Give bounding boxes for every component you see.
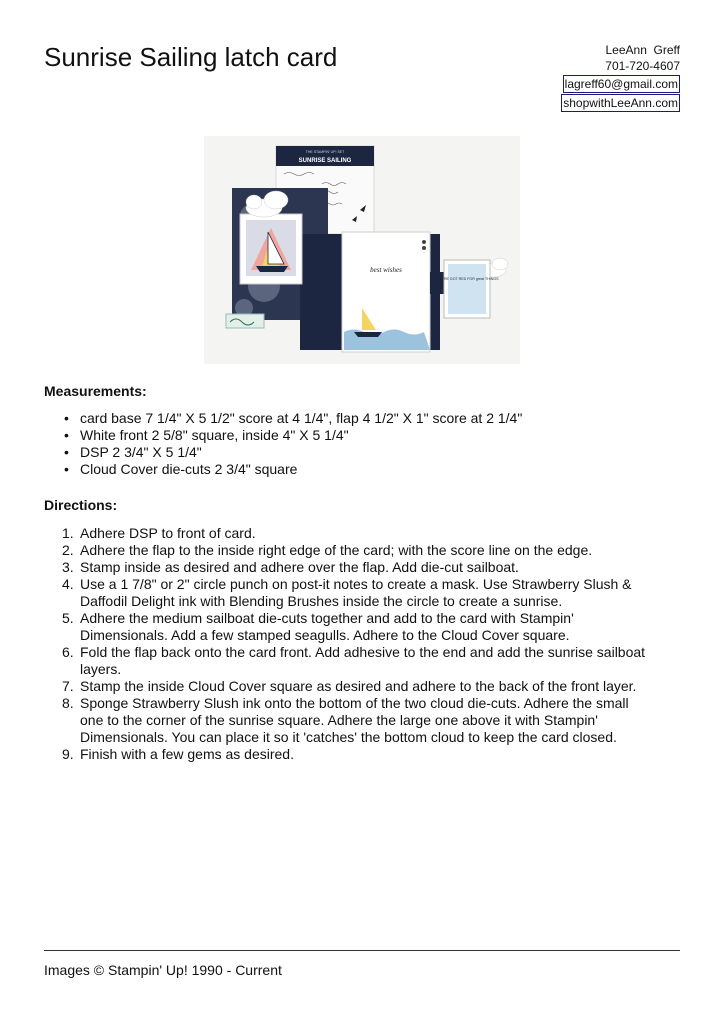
step-line: Fold the flap back onto the card front. Add adhesive to the end and add the sunrise sailboat xyxy=(80,644,646,660)
measurement-item: • card base 7 1/4" X 5 1/2" score at 4 1/4", flap 4 1/2" X 1" score at 2 1/4" xyxy=(44,410,522,427)
step-number: 4. xyxy=(62,576,74,592)
directions-list xyxy=(44,525,684,763)
step-line: Stamp the inside Cloud Cover square as desired and adhere to the back of the front layer. xyxy=(80,678,637,694)
step-number: 8. xyxy=(62,695,74,711)
measurement-item: • White front 2 5/8" square, inside 4" X 5 1/4" xyxy=(44,427,522,444)
measurement-item: • Cloud Cover die-cuts 2 3/4" square xyxy=(44,461,522,478)
direction-step xyxy=(44,678,684,695)
contact-block xyxy=(561,42,680,112)
step-line: Daffodil Delight ink with Blending Brushes inside the circle to create a sunrise. xyxy=(80,593,563,609)
footer-divider xyxy=(44,950,680,951)
step-line: Stamp inside as desired and adhere over the flap. Add die-cut sailboat. xyxy=(80,559,519,575)
card-photo xyxy=(204,136,520,364)
direction-step xyxy=(44,542,684,559)
step-line: Adhere DSP to front of card. xyxy=(80,525,256,541)
page-title: Sunrise Sailing latch card xyxy=(44,42,338,72)
step-line: Finish with a few gems as desired. xyxy=(80,746,294,762)
step-line: Dimensionals. You can place it so it 'catches' the bottom cloud to keep the card closed. xyxy=(80,729,617,745)
step-number: 2. xyxy=(62,542,74,558)
direction-step xyxy=(44,576,684,610)
step-number: 3. xyxy=(62,559,74,575)
step-number: 1. xyxy=(62,525,74,541)
directions-heading: Directions: xyxy=(44,497,118,513)
measurements-list xyxy=(44,410,522,478)
direction-step xyxy=(44,644,684,678)
direction-step xyxy=(44,559,684,576)
step-number: 5. xyxy=(62,610,74,626)
website-link[interactable]: shopwithLeeAnn.com xyxy=(563,96,678,110)
step-number: 7. xyxy=(62,678,74,694)
footer-copyright: Images © Stampin' Up! 1990 - Current xyxy=(44,962,282,978)
direction-step xyxy=(44,746,684,763)
step-line: Sponge Strawberry Slush ink onto the bottom of the two cloud die-cuts. Adhere the small xyxy=(80,695,629,711)
direction-step xyxy=(44,525,684,542)
step-line: layers. xyxy=(80,661,122,677)
contact-phone: 701-720-4607 xyxy=(605,59,680,73)
step-line: Adhere the medium sailboat die-cuts together and add to the card with Stampin' xyxy=(80,610,574,626)
step-number: 6. xyxy=(62,644,74,660)
step-number: 9. xyxy=(62,746,74,762)
tag-text: YOU'RE GOT RED FOR great THINGS xyxy=(435,277,499,281)
inside-greeting: best wishes xyxy=(370,266,402,274)
direction-step xyxy=(44,695,684,746)
measurement-item: • DSP 2 3/4" X 5 1/4" xyxy=(44,444,522,461)
contact-name: LeeAnn Greff xyxy=(605,43,680,57)
kit-banner-small: THE STAMPIN' UP! SET xyxy=(305,150,345,154)
step-line: one to the corner of the sunrise square. Adhere the large one above it with Stampin' xyxy=(80,712,598,728)
measurements-heading: Measurements: xyxy=(44,383,147,399)
step-line: Adhere the flap to the inside right edge of the card; with the score line on the edge. xyxy=(80,542,593,558)
kit-banner: SUNRISE SAILING xyxy=(298,158,352,164)
step-line: Use a 1 7/8" or 2" circle punch on post-it notes to create a mask. Use Strawberry Slush & xyxy=(80,576,632,592)
step-line: Dimensionals. Add a few stamped seagulls. Adhere to the Cloud Cover square. xyxy=(80,627,570,643)
direction-step xyxy=(44,610,684,644)
email-link[interactable]: lagreff60@gmail.com xyxy=(564,77,678,91)
